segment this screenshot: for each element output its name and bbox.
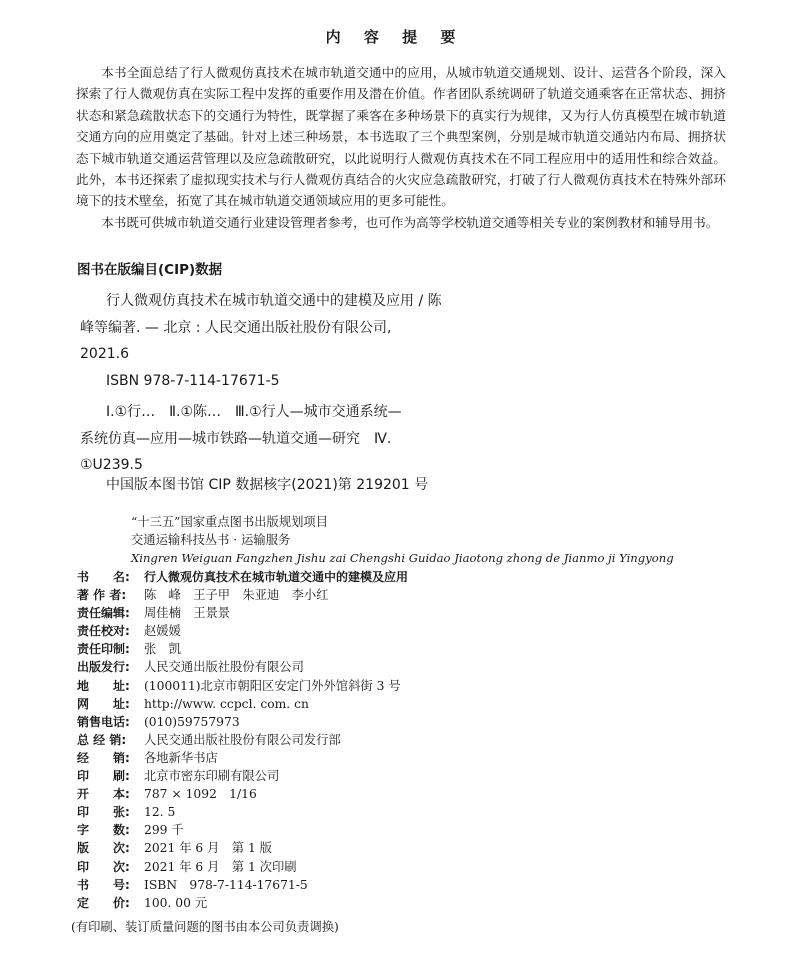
info-value: 2021 年 6 月 第 1 次印刷 [144,859,297,874]
summary-body [76,62,726,233]
info-value: 张 凯 [144,642,181,657]
series-block [131,513,674,567]
cip-line: 峰等编著. — 北京 : 人民交通出版社股份有限公司, [80,319,392,336]
info-label: 责任校对: [77,624,130,639]
info-label: 书 号: [77,877,130,892]
info-value: (010)59757973 [144,714,240,729]
info-label: 著 作 者: [77,588,127,603]
info-row [77,731,637,749]
info-value: 299 千 [144,823,184,838]
cip-heading: 图书在版编目(CIP)数据 [77,262,223,278]
info-row [77,803,637,821]
info-row [77,677,637,695]
info-label: 出版发行: [77,660,130,675]
info-row [77,894,637,912]
info-row [77,568,637,586]
info-value: 行人微观仿真技术在城市轨道交通中的建模及应用 [144,570,409,584]
info-label: 印 刷: [77,769,130,784]
info-label: 书 名: [77,570,130,584]
info-label: 印 次: [77,859,130,874]
quality-note: (有印刷、装订质量问题的图书由本公司负责调换) [71,920,339,934]
series-name: 交通运输科技丛书 · 运输服务 [131,533,291,547]
info-value: 各地新华书店 [144,750,218,765]
info-label: 定 价: [77,895,130,910]
info-label: 地 址: [77,678,130,693]
cip-classification: ①U239.5 [80,457,143,473]
series-project: “十三五”国家重点图书出版规划项目 [131,515,329,529]
info-label: 印 张: [77,805,130,820]
info-value: 北京市密东印刷有限公司 [144,769,280,784]
info-row [77,658,637,676]
publication-info [77,568,637,912]
info-label: 责任编辑: [77,606,130,621]
info-row [77,695,637,713]
info-value: 周佳楠 王景景 [144,606,231,621]
cip-line: 系统仿真—应用—城市铁路—轨道交通—研究 Ⅳ. [80,430,392,447]
pinyin-title: Xingren Weiguan Fangzhen Jishu zai Chengshi Guidao Jiaotong zhong de Jianmo ji Yingyong [131,551,674,565]
info-value: ISBN 978-7-114-17671-5 [144,877,308,892]
cip-isbn: ISBN 978-7-114-17671-5 [106,372,280,389]
info-label: 经 销: [77,750,130,765]
info-row [77,622,637,640]
info-label: 销售电话: [77,714,130,729]
info-value: 2021 年 6 月 第 1 版 [144,841,272,856]
info-label: 责任印制: [77,642,130,657]
summary-title: 内 容 提 要 [325,28,465,46]
info-value: 赵媛媛 [144,624,181,639]
info-row [77,785,637,803]
info-row [77,713,637,731]
info-label: 总 经 销: [77,732,127,747]
info-row [77,858,637,876]
info-row [77,876,637,894]
info-value: http://www. ccpcl. com. cn [144,696,309,711]
info-label: 字 数: [77,823,130,838]
info-row [77,640,637,658]
info-value: (100011)北京市朝阳区安定门外外馆斜街 3 号 [144,678,401,693]
cip-block [80,288,550,493]
info-value: 人民交通出版社股份有限公司 [144,660,304,675]
info-row [77,767,637,785]
summary-paragraph-1: 本书全面总结了行人微观仿真技术在城市轨道交通中的应用，从城市轨道交通规划、设计、运营各个阶段，深入探索了行人微观仿真在实际工程中发挥的重要作用及潜在价值。作者团队系统调研了轨道交通乘客在正常状态、拥挤状态和紧急疏散状态下的交通行为特性，既掌握了乘客在多种场景下的真实行为规律，又为行人仿真模型在城市轨道交通方向的应用奠定了基础。针对上述三种场景，本书选取了三个典型案例，分别是城市轨道交通站内布局、拥挤状态下城市轨道交通运营管理以及应急疏散研究，以此说明行人微观仿真技术在不同工程应用中的适用性和综合效益。此外，本书还探索了虚拟现实技术与行人微观仿真结合的火灾应急疏散研究，打破了行人微观仿真技术在特殊外部环境下的技术壁垒，拓宽了其在城市轨道交通领域应用的更多可能性。 [76,65,726,209]
info-value: 787 × 1092 1/16 [144,787,257,802]
info-value: 陈 峰 王子甲 朱亚迪 李小红 [144,588,329,603]
info-row [77,821,637,839]
info-label: 网 址: [77,696,130,711]
info-label: 版 次: [77,841,130,856]
cip-line: 2021.6 [80,346,129,362]
info-row [77,749,637,767]
info-value: 100. 00 元 [144,895,208,910]
info-value: 12. 5 [144,805,176,820]
info-row [77,839,637,857]
info-row [77,586,637,604]
info-label: 开 本: [77,787,130,802]
info-row [77,604,637,622]
info-value: 人民交通出版社股份有限公司发行部 [144,732,341,747]
cip-line: Ⅰ.①行… Ⅱ.①陈… Ⅲ.①行人—城市交通系统— [106,404,402,420]
summary-paragraph-2: 本书既可供城市轨道交通行业建设管理者参考，也可作为高等学校轨道交通等相关专业的案例教材和辅导用书。 [101,214,719,230]
cip-line: 行人微观仿真技术在城市轨道交通中的建模及应用 / 陈 [106,293,442,309]
cip-check-number: 中国版本图书馆 CIP 数据核字(2021)第 219201 号 [106,477,429,493]
